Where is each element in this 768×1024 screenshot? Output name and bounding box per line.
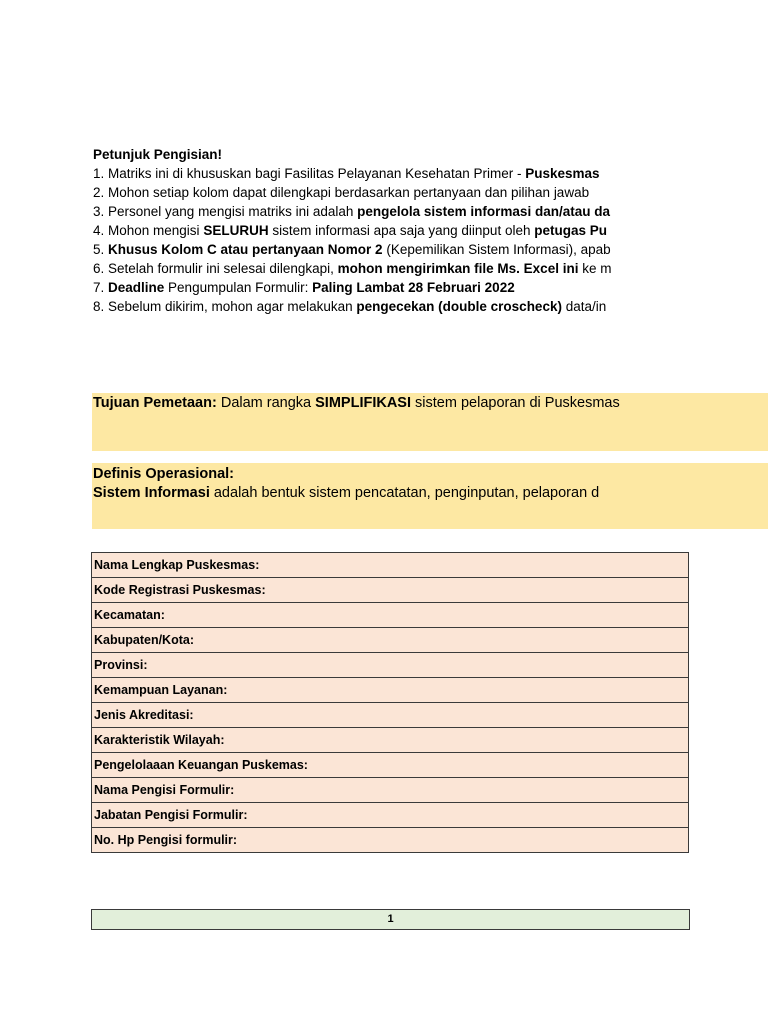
instruction-line — [93, 240, 689, 259]
form-field-label[interactable]: Provinsi: — [92, 653, 689, 678]
instruction-emphasis: pengecekan (double croscheck) — [356, 299, 562, 314]
tujuan-bold: SIMPLIFIKASI — [315, 395, 412, 411]
instruction-text: (Kepemilikan Sistem Informasi), apab — [382, 242, 611, 257]
instruction-emphasis: Puskesmas — [525, 166, 600, 181]
form-field-label[interactable]: Jabatan Pengisi Formulir: — [92, 803, 689, 828]
instruction-text: 1. Matriks ini di khususkan bagi Fasilitas Pelayanan Kesehatan Primer - — [93, 166, 526, 181]
instruction-line — [93, 164, 689, 183]
instruction-emphasis: Paling Lambat 28 Februari 2022 — [312, 280, 515, 295]
instruction-text: data/in — [561, 299, 607, 314]
form-row — [92, 653, 689, 678]
instruction-text: sistem informasi apa saja yang diinput oleh — [268, 223, 535, 238]
tujuan-text-before: Dalam rangka — [216, 395, 316, 411]
form-field-label[interactable]: No. Hp Pengisi formulir: — [92, 828, 689, 853]
instruction-line — [93, 221, 689, 240]
instruction-line — [93, 202, 689, 221]
form-field-label[interactable]: Nama Pengisi Formulir: — [92, 778, 689, 803]
instruction-emphasis: Deadline — [108, 280, 165, 295]
form-field-label[interactable]: Kode Registrasi Puskesmas: — [92, 578, 689, 603]
tujuan-text-after: sistem pelaporan di Puskesmas — [411, 395, 620, 411]
form-row — [92, 678, 689, 703]
form-row — [92, 553, 689, 578]
form-row — [92, 828, 689, 853]
form-row — [92, 603, 689, 628]
form-row — [92, 728, 689, 753]
instruction-text: 5. — [93, 242, 109, 257]
form-field-label[interactable]: Kabupaten/Kota: — [92, 628, 689, 653]
instruction-text: 7. — [93, 280, 109, 295]
instruction-emphasis: Khusus Kolom C atau pertanyaan Nomor 2 — [108, 242, 383, 257]
form-row — [92, 628, 689, 653]
definisi-operasional-band — [92, 463, 768, 529]
form-field-label[interactable]: Kemampuan Layanan: — [92, 678, 689, 703]
instruction-text: 6. Setelah formulir ini selesai dilengkapi, — [93, 261, 338, 276]
form-row — [92, 578, 689, 603]
definisi-heading-text: Definis Operasional: — [93, 466, 235, 482]
instructions-block — [93, 145, 689, 316]
definisi-heading — [93, 465, 768, 484]
instruction-line — [93, 278, 689, 297]
form-field-label[interactable]: Pengelolaaan Keuangan Puskemas: — [92, 753, 689, 778]
instruction-line — [93, 183, 689, 202]
tujuan-pemetaan-band — [92, 393, 768, 451]
form-field-label[interactable]: Nama Lengkap Puskesmas: — [92, 553, 689, 578]
instruction-line — [93, 259, 689, 278]
instruction-text: 4. Mohon mengisi — [93, 223, 204, 238]
instruction-text: ke m — [578, 261, 612, 276]
instruction-text: 3. Personel yang mengisi matriks ini adalah — [93, 204, 358, 219]
instruction-emphasis: mohon mengirimkan file Ms. Excel ini — [337, 261, 579, 276]
instructions-heading: Petunjuk Pengisian! — [93, 147, 223, 162]
definisi-text — [93, 484, 768, 503]
form-row — [92, 703, 689, 728]
instruction-text: Pengumpulan Formulir: — [164, 280, 313, 295]
form-field-label[interactable]: Jenis Akreditasi: — [92, 703, 689, 728]
form-field-label[interactable]: Kecamatan: — [92, 603, 689, 628]
page-number: 1 — [91, 909, 690, 930]
instruction-text: 2. Mohon setiap kolom dapat dilengkapi berdasarkan pertanyaan dan pilihan jawab — [93, 185, 590, 200]
instruction-text: 8. Sebelum dikirim, mohon agar melakukan — [93, 299, 357, 314]
identity-form-table — [91, 552, 689, 853]
form-row — [92, 803, 689, 828]
instruction-emphasis: petugas Pu — [534, 223, 607, 238]
definisi-term: Sistem Informasi — [93, 485, 210, 501]
form-row — [92, 753, 689, 778]
form-field-label[interactable]: Karakteristik Wilayah: — [92, 728, 689, 753]
form-row — [92, 778, 689, 803]
tujuan-pemetaan-text — [92, 393, 768, 413]
definisi-description: adalah bentuk sistem pencatatan, penginputan, pelaporan d — [209, 485, 600, 501]
instruction-list — [93, 164, 689, 316]
instruction-emphasis: SELURUH — [203, 223, 269, 238]
tujuan-label: Tujuan Pemetaan: — [93, 395, 217, 411]
instruction-emphasis: pengelola sistem informasi dan/atau da — [357, 204, 610, 219]
instruction-line — [93, 297, 689, 316]
